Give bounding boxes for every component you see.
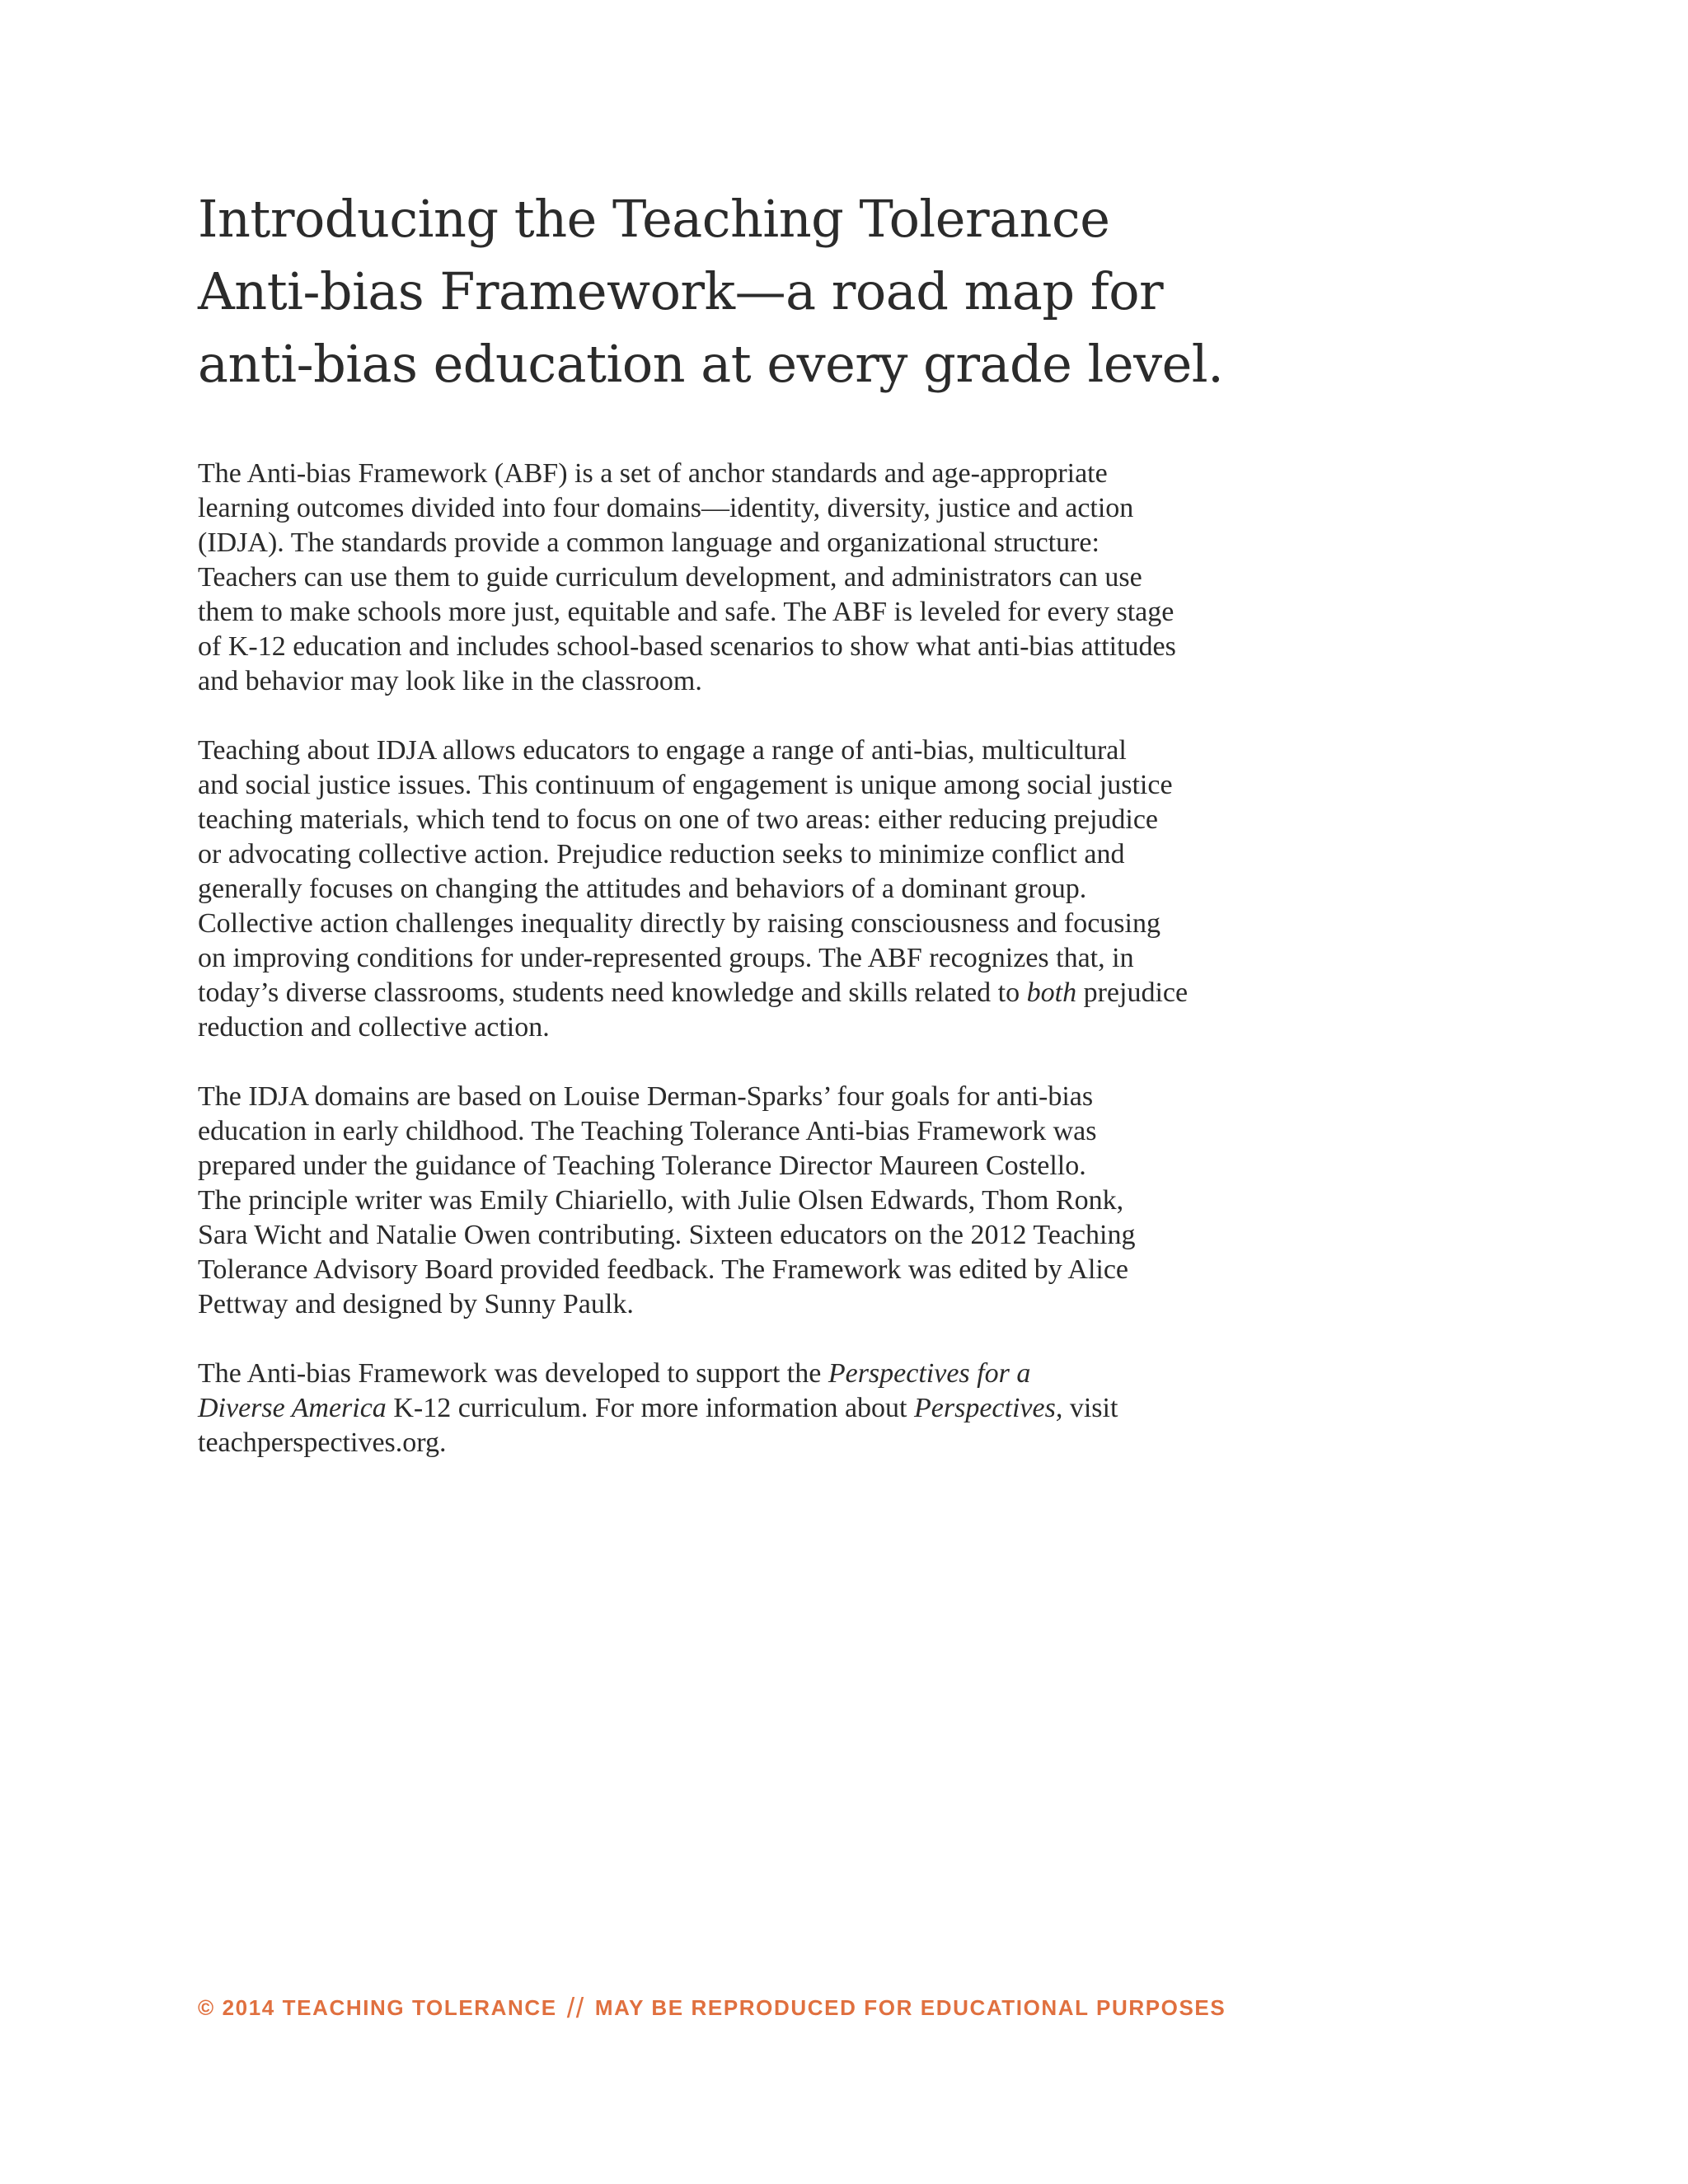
- reproduction-notice: MAY BE REPRODUCED FOR EDUCATIONAL PURPOSES: [594, 1995, 1226, 2020]
- text-segment: visit: [1062, 1393, 1118, 1423]
- text-line: of K-12 education and includes school-based scenarios to show what anti-bias attitudes: [198, 631, 1176, 662]
- website-link-text: teachperspectives.org.: [198, 1427, 447, 1458]
- text-line: Tolerance Advisory Board provided feedback. The Framework was edited by Alice: [198, 1254, 1129, 1285]
- copyright-footer: [198, 1993, 1226, 2025]
- body-text: [198, 457, 1302, 1460]
- paragraph-idja-teaching: [198, 733, 1302, 1045]
- text-segment: The Anti-bias Framework was developed to support the: [198, 1358, 828, 1389]
- text-line: Sara Wicht and Natalie Owen contributing. Sixteen educators on the 2012 Teaching: [198, 1220, 1136, 1250]
- text-line: teaching materials, which tend to focus on one of two areas: either reducing prejudice: [198, 804, 1159, 835]
- copyright-text: © 2014 TEACHING TOLERANCE: [198, 1995, 557, 2020]
- italic-segment: Perspectives,: [914, 1393, 1063, 1423]
- title-line-2: Anti-bias Framework—a road map for: [198, 261, 1164, 321]
- text-line: [198, 976, 1302, 1010]
- text-line: generally focuses on changing the attitudes and behaviors of a dominant group.: [198, 874, 1087, 904]
- text-line: and behavior may look like in the classroom.: [198, 666, 702, 696]
- text-line: and social justice issues. This continuum of engagement is unique among social justice: [198, 770, 1173, 800]
- text-line: them to make schools more just, equitable and safe. The ABF is leveled for every stage: [198, 597, 1175, 627]
- text-segment: K-12 curriculum. For more information about: [386, 1393, 915, 1423]
- text-line: reduction and collective action.: [198, 1012, 550, 1043]
- paragraph-credits: [198, 1080, 1302, 1322]
- paragraph-abf-intro: [198, 457, 1302, 699]
- title-line-1: Introducing the Teaching Tolerance: [198, 189, 1110, 249]
- title-line-3: anti-bias education at every grade level.: [198, 334, 1224, 394]
- text-line: Pettway and designed by Sunny Paulk.: [198, 1289, 634, 1319]
- footer-separator: //: [566, 1993, 585, 2024]
- text-line: The Anti-bias Framework (ABF) is a set of anchor standards and age-appropriate: [198, 458, 1108, 489]
- text-line: Teachers can use them to guide curriculum development, and administrators can use: [198, 562, 1142, 593]
- text-line: Collective action challenges inequality directly by raising consciousness and focusing: [198, 908, 1160, 939]
- italic-segment: Diverse America: [198, 1393, 387, 1423]
- italic-segment: Perspectives for a: [828, 1358, 1031, 1389]
- text-segment: today’s diverse classrooms, students need knowledge and skills related to: [198, 977, 1027, 1008]
- text-line: on improving conditions for under-represented groups. The ABF recognizes that, in: [198, 943, 1134, 973]
- text-line: (IDJA). The standards provide a common language and organizational structure:: [198, 527, 1100, 558]
- text-line: prepared under the guidance of Teaching Tolerance Director Maureen Costello.: [198, 1151, 1086, 1181]
- paragraph-perspectives: [198, 1357, 1302, 1460]
- text-line: learning outcomes divided into four domains—identity, diversity, justice and action: [198, 493, 1134, 523]
- text-line: [198, 1391, 1302, 1426]
- text-segment: prejudice: [1076, 977, 1189, 1008]
- text-line: The IDJA domains are based on Louise Derman-Sparks’ four goals for anti-bias: [198, 1081, 1094, 1112]
- text-line: [198, 1357, 1302, 1391]
- text-line: or advocating collective action. Prejudice reduction seeks to minimize conflict and: [198, 839, 1125, 869]
- text-line: The principle writer was Emily Chiariello, with Julie Olsen Edwards, Thom Ronk,: [198, 1185, 1124, 1216]
- page-title: [198, 183, 1302, 401]
- text-line: education in early childhood. The Teaching Tolerance Anti-bias Framework was: [198, 1116, 1097, 1146]
- italic-segment: both: [1026, 977, 1077, 1008]
- text-line: Teaching about IDJA allows educators to engage a range of anti-bias, multicultural: [198, 735, 1127, 766]
- main-content: [198, 183, 1302, 1495]
